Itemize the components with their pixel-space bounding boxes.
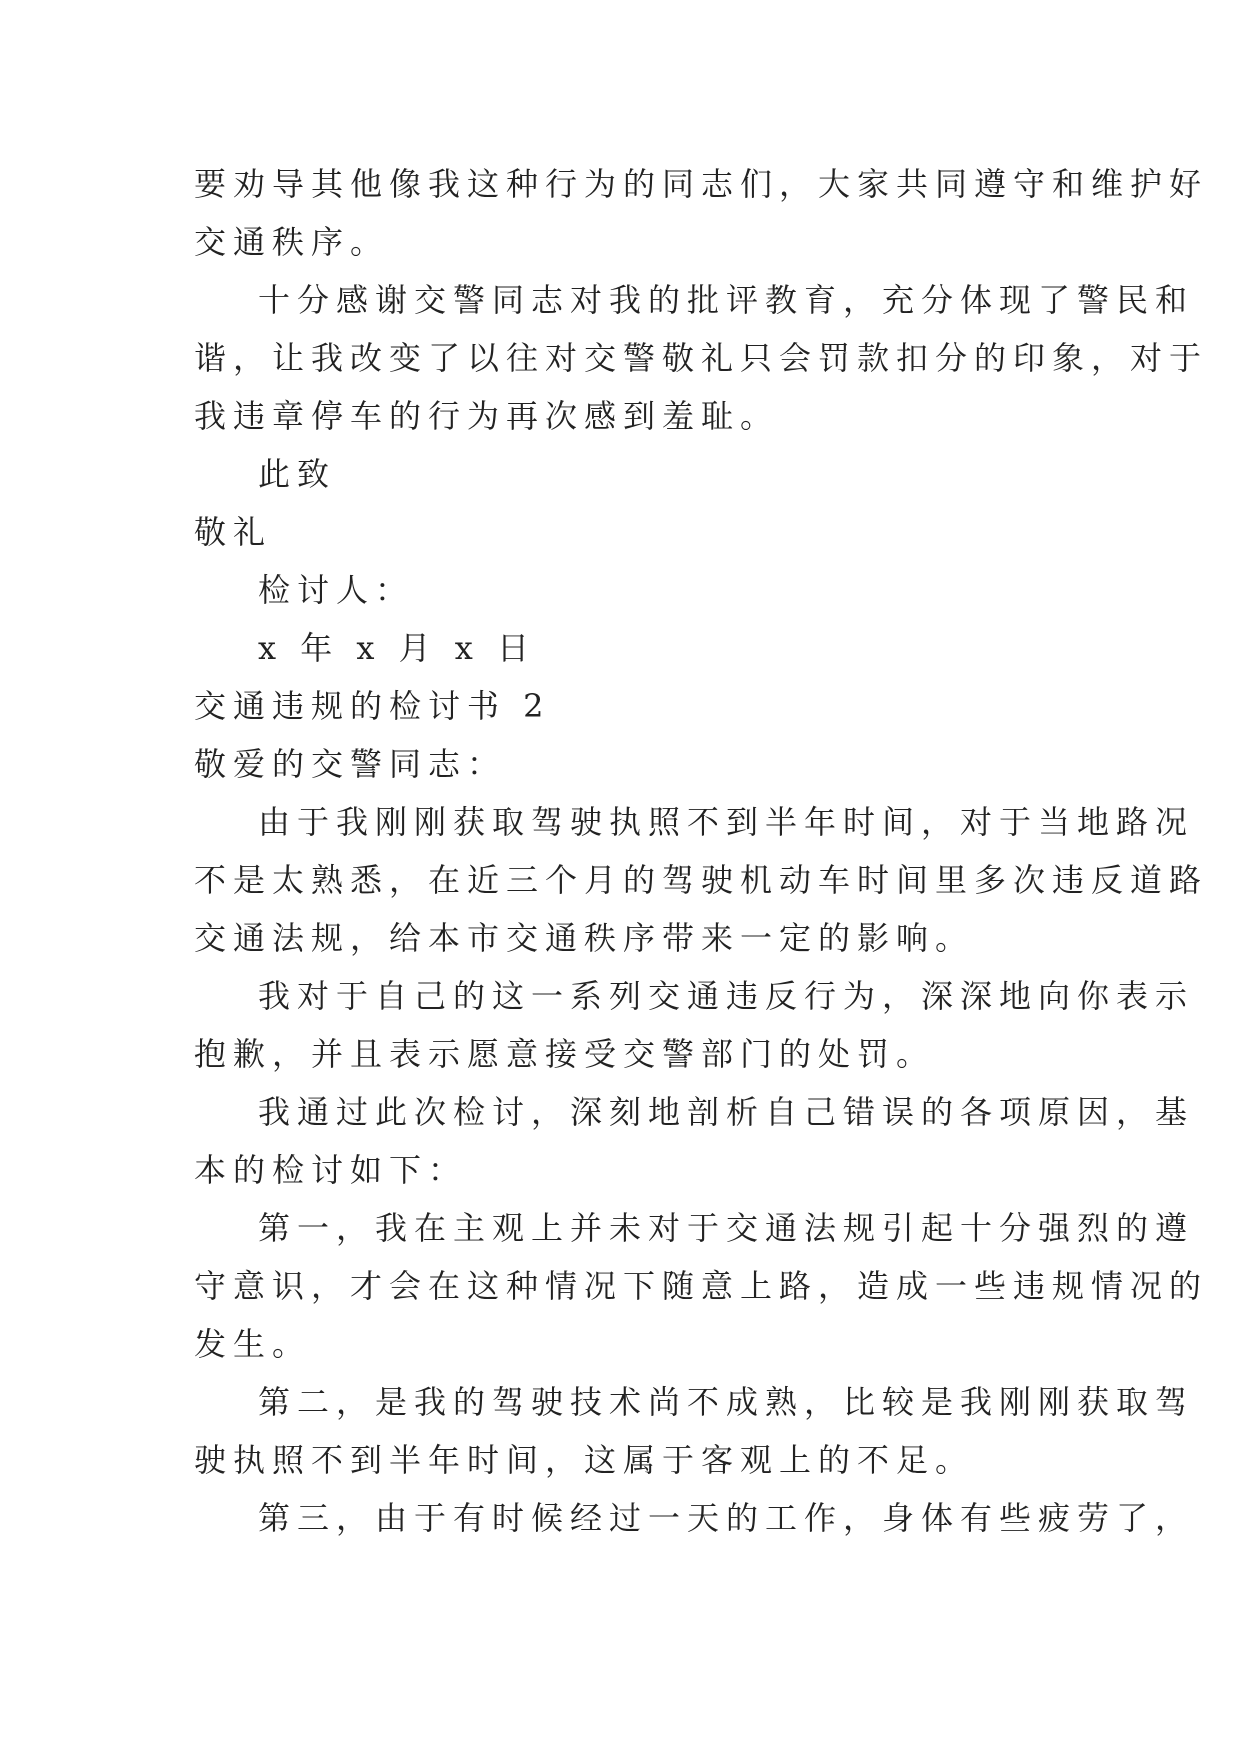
text-line: 发生。 [194,1325,312,1363]
closing-salutation: 此致 [258,455,337,493]
text-line: 交通秩序。 [194,223,390,261]
section-title: 交通违规的检讨书 2 [194,687,551,725]
text-line: 本的检讨如下： [194,1151,468,1189]
text-line: 抱歉，并且表示愿意接受交警部门的处罚。 [194,1035,936,1073]
text-line: 我违章停车的行为再次感到羞耻。 [194,397,780,435]
paragraph-start-line: 第三，由于有时候经过一天的工作，身体有些疲劳了， [258,1499,1195,1537]
greeting-line: 敬爱的交警同志： [194,745,507,783]
date-line: x 年 x 月 x 日 [258,629,537,667]
paragraph-start-line: 我对于自己的这一系列交通违反行为，深深地向你表示 [258,977,1195,1015]
text-line: 交通法规，给本市交通秩序带来一定的影响。 [194,919,975,957]
signature-label: 检讨人： [258,571,415,609]
paragraph-start-line: 第一，我在主观上并未对于交通法规引起十分强烈的遵 [258,1209,1195,1247]
paragraph-start-line: 我通过此次检讨，深刻地剖析自己错误的各项原因，基 [258,1093,1195,1131]
paragraph-start-line: 第二，是我的驾驶技术尚不成熟，比较是我刚刚获取驾 [258,1383,1195,1421]
text-line: 谐，让我改变了以往对交警敬礼只会罚款扣分的印象，对于 [194,339,1209,377]
text-line: 驶执照不到半年时间，这属于客观上的不足。 [194,1441,975,1479]
text-line: 要劝导其他像我这种行为的同志们，大家共同遵守和维护好 [194,165,1209,203]
closing-respect: 敬礼 [194,513,273,551]
paragraph-start-line: 由于我刚刚获取驾驶执照不到半年时间，对于当地路况 [258,803,1195,841]
text-line: 守意识，才会在这种情况下随意上路，造成一些违规情况的 [194,1267,1209,1305]
text-line: 不是太熟悉，在近三个月的驾驶机动车时间里多次违反道路 [194,861,1209,899]
paragraph-start-line: 十分感谢交警同志对我的批评教育，充分体现了警民和 [258,281,1195,319]
